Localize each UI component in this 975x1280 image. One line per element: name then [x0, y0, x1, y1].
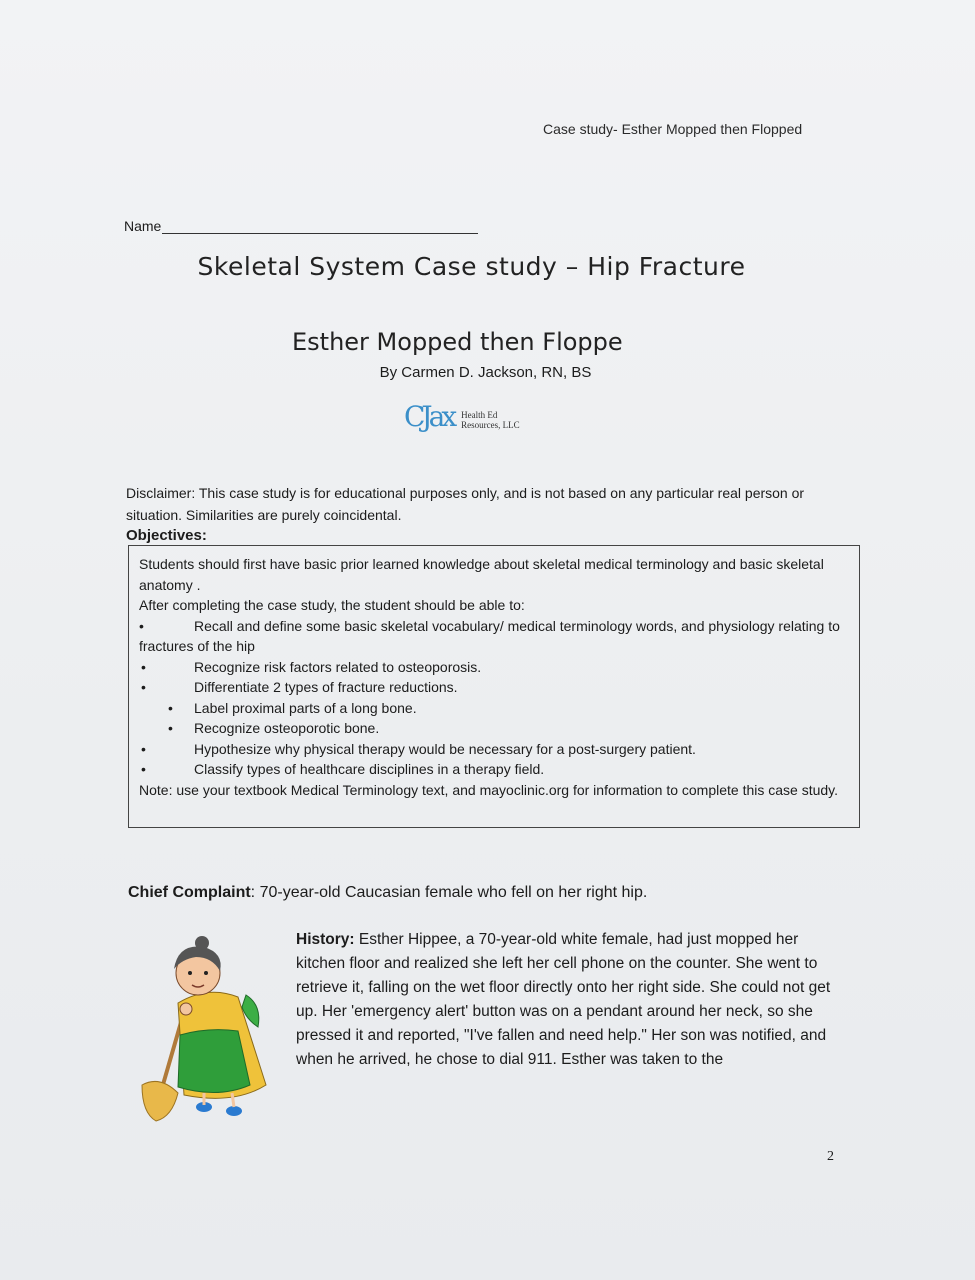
- page-title: Skeletal System Case study – Hip Fracture: [197, 252, 746, 281]
- objectives-list: [139, 616, 849, 780]
- objectives-lead: After completing the case study, the student should be able to:: [139, 597, 525, 613]
- objective-item: • Differentiate 2 types of fracture reductions.: [139, 677, 849, 698]
- history-label: History:: [296, 931, 355, 948]
- objective-item: • Classify types of healthcare disciplines in a therapy field.: [139, 759, 849, 780]
- chief-complaint-label: Chief Complaint: [128, 884, 251, 901]
- page-number: 2: [827, 1149, 834, 1164]
- name-label: Name: [124, 218, 162, 234]
- objective-item: • Recognize risk factors related to osteoporosis.: [139, 657, 849, 678]
- objective-item: • Recall and define some basic skeletal vocabulary/ medical terminology words, and physiology relating to fractures of the hip: [139, 617, 840, 654]
- publisher-logo: [404, 400, 520, 433]
- running-header: Case study- Esther Mopped then Flopped: [543, 121, 803, 137]
- chief-complaint-text: : 70-year-old Caucasian female who fell on her right hip.: [250, 884, 648, 901]
- disclaimer: Disclaimer: This case study is for educational purposes only, and is not based on any particular real person or situation. Similarities are purely coincidental.: [126, 485, 805, 523]
- objective-item: • Recognize osteoporotic bone.: [139, 718, 849, 739]
- objectives-intro: Students should first have basic prior learned knowledge about skeletal medical terminology and basic skeletal anatomy .: [139, 556, 824, 593]
- history-text: Esther Hippee, a 70-year-old white female, had just mopped her kitchen floor and realized she left her cell phone on the counter. She went to retrieve it, falling on the wet floor directly onto her right side. She could not get up. Her 'emergency alert' button was on a pendant around her neck, so she pressed it and reported, "I've fallen and need help." Her son was notified, and when he arrived, he chose to dial 911. Esther was taken to the: [296, 931, 831, 1068]
- objectives-note: Note: use your textbook Medical Terminology text, and mayoclinic.org for information to complete this case study.: [139, 781, 839, 798]
- chief-complaint: [128, 884, 647, 902]
- cartoon-woman-with-mop-illustration: [138, 935, 278, 1130]
- history-paragraph: [296, 928, 831, 1072]
- name-blank-line: [162, 219, 478, 234]
- case-subtitle: Esther Mopped then Floppe: [292, 328, 623, 356]
- objective-item: • Label proximal parts of a long bone.: [139, 698, 849, 719]
- objective-item: • Hypothesize why physical therapy would be necessary for a post-surgery patient.: [139, 739, 849, 760]
- logo-line-2: Resources, LLC: [461, 419, 520, 430]
- logo-text: [461, 410, 520, 430]
- objectives-box: [128, 545, 860, 828]
- author-byline: By Carmen D. Jackson, RN, BS: [379, 364, 592, 381]
- logo-mark: CJax: [404, 400, 454, 433]
- name-field: [124, 218, 478, 234]
- objectives-heading: Objectives:: [126, 527, 207, 544]
- logo-line-1: Health Ed: [461, 409, 498, 420]
